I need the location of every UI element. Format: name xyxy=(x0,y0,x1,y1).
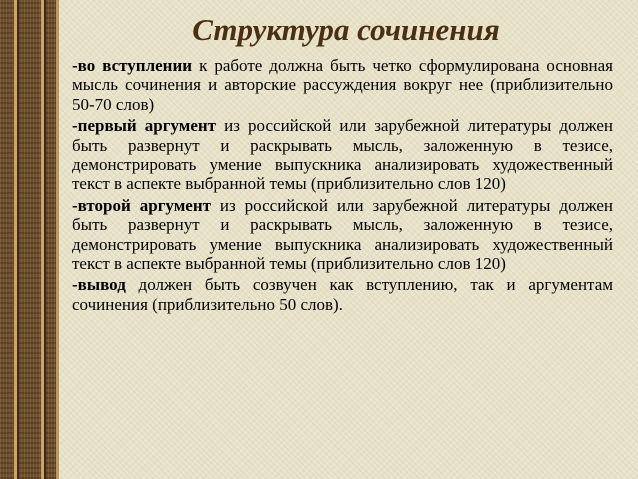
paragraph-introduction xyxy=(72,56,613,114)
border-stripe-shadow xyxy=(17,0,19,479)
slide-title: Структура сочинения xyxy=(192,12,500,47)
paragraph-text: должен быть созвучен как вступлению, так и аргументам сочинения (приблизительно 50 слов). xyxy=(72,275,613,314)
decorative-left-border xyxy=(0,0,58,479)
paragraph-text: к работе должна быть четко сформулирована основная мысль сочинения и авторские рассуждения вокруг нее (приблизительно 50-70 слов) xyxy=(72,56,613,114)
paragraph-first-argument xyxy=(72,116,613,194)
paragraph-conclusion xyxy=(72,275,613,314)
paragraph-lead: -во вступлении xyxy=(72,56,193,75)
paragraph-text: из российской или зарубежной литературы должен быть развернут и раскрывать мысль, заложенную в тезисе, демонстрировать умение выпускника анализировать художественный текст в аспекте выбранной темы (приблизительно слов 120) xyxy=(72,116,613,194)
paragraph-lead: -первый аргумент xyxy=(72,116,217,136)
border-edge xyxy=(56,0,59,479)
paragraph-text: из российской или зарубежной литературы должен быть развернут и раскрывать мысль, заложенную в тезисе, демонстрировать умение выпускника анализировать художественный текст в аспекте выбранной темы (приблизительно слов 120) xyxy=(72,195,613,274)
border-stripe-shadow xyxy=(44,0,46,479)
paragraph-lead: -второй аргумент xyxy=(72,195,211,215)
slide-content xyxy=(72,56,613,316)
paragraph-lead: -вывод xyxy=(72,275,126,295)
paragraph-second-argument xyxy=(72,196,613,274)
